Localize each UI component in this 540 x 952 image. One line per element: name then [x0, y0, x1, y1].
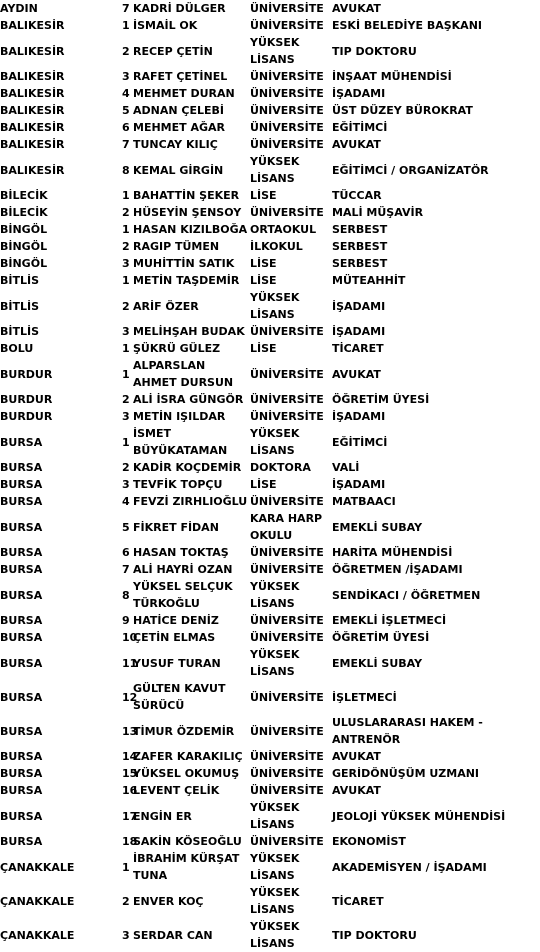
rank-cell: 17: [122, 809, 138, 823]
table-row: [0, 561, 540, 578]
province-cell: BİTLİS: [0, 325, 40, 338]
province-cell: BALIKESİR: [0, 104, 65, 117]
province-cell: BURDUR: [0, 367, 53, 381]
table-row: [0, 850, 540, 884]
table-row: [0, 476, 540, 493]
table-row: [0, 408, 540, 425]
province-cell: BOLU: [0, 342, 34, 355]
occupation-cell: ÖĞRETİM ÜYESİ: [332, 631, 430, 644]
name-cell: SAKİN KÖSEOĞLU: [133, 835, 242, 848]
table-row: [0, 68, 540, 85]
education-cell: LİSE: [250, 257, 277, 270]
table-row: [0, 646, 540, 680]
rank-cell: 7: [122, 138, 130, 151]
table-row: [0, 136, 540, 153]
rank-cell: 2: [122, 894, 130, 908]
name-cell: KADRİ DÜLGER: [133, 2, 226, 15]
province-cell: BURDUR: [0, 393, 53, 406]
rank-cell: 4: [122, 495, 130, 508]
rank-cell: 11: [122, 656, 138, 670]
rank-cell: 1: [122, 274, 130, 287]
education-cell: YÜKSEK LİSANS: [250, 801, 300, 831]
name-cell: TİMUR ÖZDEMİR: [133, 724, 235, 738]
rank-cell: 1: [122, 189, 130, 202]
table-row: [0, 612, 540, 629]
table-row: [0, 102, 540, 119]
education-cell: LİSE: [250, 478, 277, 491]
province-cell: BURSA: [0, 724, 43, 738]
name-cell: TUNCAY KILIÇ: [133, 138, 218, 151]
occupation-cell: MÜTEAHHİT: [332, 274, 406, 287]
name-cell: BAHATTİN ŞEKER: [133, 189, 240, 202]
province-cell: BURSA: [0, 435, 43, 449]
occupation-cell: SERBEST: [332, 223, 388, 236]
name-cell: RECEP ÇETİN: [133, 44, 213, 58]
table-row: [0, 153, 540, 187]
education-cell: YÜKSEK LİSANS: [250, 427, 300, 457]
name-cell: ŞÜKRÜ GÜLEZ: [133, 342, 221, 355]
rank-cell: 2: [122, 206, 130, 219]
table-row: [0, 544, 540, 561]
occupation-cell: SERBEST: [332, 257, 388, 270]
table-row: [0, 289, 540, 323]
education-cell: YÜKSEK LİSANS: [250, 291, 300, 321]
occupation-cell: SENDİKACI / ÖĞRETMEN: [332, 588, 481, 602]
name-cell: ÇETİN ELMAS: [133, 631, 216, 644]
province-cell: BİNGÖL: [0, 257, 48, 270]
rank-cell: 3: [122, 928, 130, 942]
rank-cell: 8: [122, 588, 130, 602]
rank-cell: 3: [122, 410, 130, 423]
table-row: [0, 425, 540, 459]
education-cell: ÜNİVERSİTE: [250, 835, 324, 848]
province-cell: BİTLİS: [0, 299, 40, 313]
name-cell: HASAN TOKTAŞ: [133, 546, 229, 559]
table-row: [0, 782, 540, 799]
province-cell: BURSA: [0, 520, 43, 534]
occupation-cell: MALİ MÜŞAVİR: [332, 206, 424, 219]
rank-cell: 14: [122, 750, 138, 763]
rank-cell: 7: [122, 2, 130, 15]
education-cell: YÜKSEK LİSANS: [250, 886, 300, 916]
education-cell: ÜNİVERSİTE: [250, 87, 324, 100]
province-cell: BALIKESİR: [0, 163, 65, 177]
education-cell: YÜKSEK LİSANS: [250, 36, 300, 66]
rank-cell: 1: [122, 435, 130, 449]
rank-cell: 9: [122, 614, 130, 627]
table-row: [0, 833, 540, 850]
table-row: [0, 578, 540, 612]
occupation-cell: GERİDÖNÜŞÜM UZMANI: [332, 767, 480, 780]
occupation-cell: MATBAACI: [332, 495, 396, 508]
province-cell: BURSA: [0, 767, 43, 780]
table-row: [0, 884, 540, 918]
name-cell: MELİHŞAH BUDAK: [133, 325, 245, 338]
rank-cell: 2: [122, 461, 130, 474]
rank-cell: 1: [122, 860, 130, 874]
occupation-cell: AVUKAT: [332, 784, 381, 797]
name-cell: ALİ İSRA GÜNGÖR: [133, 393, 244, 406]
province-cell: ÇANAKKALE: [0, 928, 75, 942]
province-cell: AYDIN: [0, 2, 38, 15]
province-cell: BURSA: [0, 588, 43, 602]
rank-cell: 1: [122, 223, 130, 236]
rank-cell: 3: [122, 478, 130, 491]
table-row: [0, 323, 540, 340]
education-cell: DOKTORA: [250, 461, 311, 474]
rank-cell: 2: [122, 240, 130, 253]
table-row: [0, 119, 540, 136]
name-cell: YÜKSEL OKUMUŞ: [133, 767, 240, 780]
education-cell: ÜNİVERSİTE: [250, 19, 324, 32]
education-cell: YÜKSEK LİSANS: [250, 580, 300, 610]
rank-cell: 12: [122, 690, 138, 704]
education-cell: ÜNİVERSİTE: [250, 690, 324, 704]
occupation-cell: EMEKLİ SUBAY: [332, 656, 423, 670]
occupation-cell: HARİTA MÜHENDİSİ: [332, 546, 453, 559]
province-cell: ÇANAKKALE: [0, 860, 75, 874]
province-cell: BURSA: [0, 495, 43, 508]
name-cell: ALPARSLAN AHMET DURSUN: [133, 359, 234, 389]
name-cell: MEHMET AĞAR: [133, 121, 225, 134]
table-row: [0, 187, 540, 204]
education-cell: YÜKSEK LİSANS: [250, 920, 300, 950]
occupation-cell: TIP DOKTORU: [332, 44, 417, 58]
name-cell: YÜKSEL SELÇUK TÜRKOĞLU: [133, 580, 233, 610]
table-row: [0, 391, 540, 408]
occupation-cell: AVUKAT: [332, 138, 381, 151]
province-cell: BURSA: [0, 631, 43, 644]
occupation-cell: İŞADAMI: [332, 478, 386, 491]
province-cell: BURSA: [0, 546, 43, 559]
province-cell: BALIKESİR: [0, 19, 65, 32]
occupation-cell: EKONOMİST: [332, 835, 406, 848]
name-cell: ZAFER KARAKILIÇ: [133, 750, 243, 763]
education-cell: YÜKSEK LİSANS: [250, 155, 300, 185]
table-row: [0, 918, 540, 952]
table-row: [0, 204, 540, 221]
province-cell: BURSA: [0, 614, 43, 627]
province-cell: BURSA: [0, 461, 43, 474]
education-cell: ÜNİVERSİTE: [250, 495, 324, 508]
province-cell: BİLECİK: [0, 189, 48, 202]
education-cell: ÜNİVERSİTE: [250, 546, 324, 559]
name-cell: RAGIP TÜMEN: [133, 240, 220, 253]
occupation-cell: SERBEST: [332, 240, 388, 253]
occupation-cell: İŞLETMECİ: [332, 690, 397, 704]
name-cell: RAFET ÇETİNEL: [133, 70, 228, 83]
province-cell: BALIKESİR: [0, 121, 65, 134]
education-cell: ÜNİVERSİTE: [250, 767, 324, 780]
occupation-cell: İNŞAAT MÜHENDİSİ: [332, 70, 452, 83]
table-row: [0, 714, 540, 748]
table-row: [0, 629, 540, 646]
occupation-cell: TÜCCAR: [332, 189, 382, 202]
education-cell: ÜNİVERSİTE: [250, 750, 324, 763]
table-row: [0, 34, 540, 68]
rank-cell: 5: [122, 104, 130, 117]
occupation-cell: AVUKAT: [332, 750, 381, 763]
education-cell: LİSE: [250, 274, 277, 287]
education-cell: YÜKSEK LİSANS: [250, 852, 300, 882]
table-row: [0, 272, 540, 289]
name-cell: TEVFİK TOPÇU: [133, 478, 223, 491]
province-cell: BURSA: [0, 656, 43, 670]
province-cell: BALIKESİR: [0, 44, 65, 58]
occupation-cell: TİCARET: [332, 894, 384, 908]
province-cell: BURSA: [0, 563, 43, 576]
name-cell: MUHİTTİN SATIK: [133, 257, 235, 270]
occupation-cell: AVUKAT: [332, 367, 381, 381]
table-row: [0, 221, 540, 238]
occupation-cell: ÖĞRETİM ÜYESİ: [332, 393, 430, 406]
education-cell: ÜNİVERSİTE: [250, 2, 324, 15]
education-cell: ORTAOKUL: [250, 223, 317, 236]
education-cell: ÜNİVERSİTE: [250, 563, 324, 576]
province-cell: BURSA: [0, 809, 43, 823]
name-cell: KEMAL GİRGİN: [133, 163, 224, 177]
rank-cell: 13: [122, 724, 138, 738]
rank-cell: 18: [122, 835, 138, 848]
education-cell: İLKOKUL: [250, 240, 303, 253]
education-cell: ÜNİVERSİTE: [250, 70, 324, 83]
rank-cell: 2: [122, 44, 130, 58]
education-cell: ÜNİVERSİTE: [250, 724, 324, 738]
province-cell: BİTLİS: [0, 274, 40, 287]
occupation-cell: EĞİTİMCİ: [332, 121, 388, 134]
education-cell: LİSE: [250, 342, 277, 355]
rank-cell: 4: [122, 87, 130, 100]
rank-cell: 1: [122, 19, 130, 32]
occupation-cell: EMEKLİ SUBAY: [332, 520, 423, 534]
occupation-cell: EĞİTİMCİ: [332, 435, 388, 449]
name-cell: ADNAN ÇELEBİ: [133, 104, 224, 117]
province-cell: BALIKESİR: [0, 70, 65, 83]
education-cell: ÜNİVERSİTE: [250, 784, 324, 797]
education-cell: KARA HARP OKULU: [250, 512, 323, 542]
name-cell: HÜSEYİN ŞENSOY: [133, 206, 242, 219]
table-row: [0, 17, 540, 34]
table-row: [0, 85, 540, 102]
rank-cell: 1: [122, 367, 130, 381]
education-cell: ÜNİVERSİTE: [250, 104, 324, 117]
occupation-cell: TIP DOKTORU: [332, 928, 417, 942]
occupation-cell: İŞADAMI: [332, 410, 386, 423]
province-cell: BİNGÖL: [0, 240, 48, 253]
education-cell: ÜNİVERSİTE: [250, 367, 324, 381]
name-cell: HASAN KIZILBOĞA: [133, 223, 248, 236]
name-cell: KADİR KOÇDEMİR: [133, 461, 242, 474]
province-cell: BALIKESİR: [0, 138, 65, 151]
education-cell: ÜNİVERSİTE: [250, 410, 324, 423]
name-cell: ALİ HAYRİ OZAN: [133, 563, 233, 576]
education-cell: ÜNİVERSİTE: [250, 393, 324, 406]
name-cell: ENGİN ER: [133, 809, 192, 823]
table-row: [0, 493, 540, 510]
rank-cell: 2: [122, 299, 130, 313]
name-cell: LEVENT ÇELİK: [133, 784, 220, 797]
rank-cell: 16: [122, 784, 138, 797]
education-cell: LİSE: [250, 189, 277, 202]
rank-cell: 3: [122, 70, 130, 83]
name-cell: YUSUF TURAN: [133, 656, 221, 670]
name-cell: İBRAHİM KÜRŞAT TUNA: [133, 852, 240, 882]
education-cell: ÜNİVERSİTE: [250, 325, 324, 338]
province-cell: BURSA: [0, 784, 43, 797]
table-row: [0, 799, 540, 833]
name-cell: METİN IŞILDAR: [133, 410, 226, 423]
name-cell: GÜLTEN KAVUT SÜRÜCÜ: [133, 682, 226, 712]
table-row: [0, 748, 540, 765]
province-cell: BURSA: [0, 478, 43, 491]
province-cell: BURSA: [0, 835, 43, 848]
table-row: [0, 459, 540, 476]
rank-cell: 6: [122, 121, 130, 134]
rank-cell: 8: [122, 163, 130, 177]
occupation-cell: AVUKAT: [332, 2, 381, 15]
table-row: [0, 340, 540, 357]
rank-cell: 7: [122, 563, 130, 576]
occupation-cell: ÜST DÜZEY BÜROKRAT: [332, 104, 473, 117]
name-cell: İSMET BÜYÜKATAMAN: [133, 427, 228, 457]
province-cell: BURSA: [0, 690, 43, 704]
occupation-cell: TİCARET: [332, 342, 384, 355]
name-cell: ARİF ÖZER: [133, 299, 199, 313]
occupation-cell: JEOLOJİ YÜKSEK MÜHENDİSİ: [332, 809, 506, 823]
province-cell: BURDUR: [0, 410, 53, 423]
rank-cell: 1: [122, 342, 130, 355]
rank-cell: 15: [122, 767, 138, 780]
name-cell: ENVER KOÇ: [133, 894, 204, 908]
occupation-cell: VALİ: [332, 461, 360, 474]
name-cell: HATİCE DENİZ: [133, 614, 219, 627]
education-cell: ÜNİVERSİTE: [250, 138, 324, 151]
rank-cell: 3: [122, 325, 130, 338]
name-cell: FİKRET FİDAN: [133, 520, 219, 534]
province-cell: BALIKESİR: [0, 87, 65, 100]
rank-cell: 6: [122, 546, 130, 559]
rank-cell: 10: [122, 631, 138, 644]
province-cell: BİLECİK: [0, 206, 48, 219]
table-row: [0, 255, 540, 272]
name-cell: İSMAİL OK: [133, 19, 198, 32]
province-cell: ÇANAKKALE: [0, 894, 75, 908]
table-row: [0, 238, 540, 255]
name-cell: MEHMET DURAN: [133, 87, 235, 100]
province-cell: BURSA: [0, 750, 43, 763]
occupation-cell: EMEKLİ İŞLETMECİ: [332, 614, 447, 627]
education-cell: ÜNİVERSİTE: [250, 631, 324, 644]
province-cell: BİNGÖL: [0, 223, 48, 236]
occupation-cell: EĞİTİMCİ / ORGANİZATÖR: [332, 163, 489, 177]
rank-cell: 3: [122, 257, 130, 270]
education-cell: ÜNİVERSİTE: [250, 206, 324, 219]
occupation-cell: ÖĞRETMEN /İŞADAMI: [332, 563, 463, 576]
occupation-cell: AKADEMİSYEN / İŞADAMI: [332, 860, 487, 874]
table-row: [0, 510, 540, 544]
education-cell: ÜNİVERSİTE: [250, 121, 324, 134]
rank-cell: 5: [122, 520, 130, 534]
table-row: [0, 357, 540, 391]
education-cell: YÜKSEK LİSANS: [250, 648, 300, 678]
name-cell: SERDAR CAN: [133, 928, 213, 942]
occupation-cell: İŞADAMI: [332, 87, 386, 100]
occupation-cell: İŞADAMI: [332, 325, 386, 338]
table-row: [0, 0, 540, 17]
rank-cell: 2: [122, 393, 130, 406]
table-row: [0, 765, 540, 782]
occupation-cell: İŞADAMI: [332, 299, 386, 313]
occupation-cell: ULUSLARARASI HAKEM - ANTRENÖR: [332, 716, 483, 746]
name-cell: METİN TAŞDEMİR: [133, 274, 240, 287]
table-row: [0, 680, 540, 714]
name-cell: FEVZİ ZIRHLIOĞLU: [133, 495, 248, 508]
occupation-cell: ESKİ BELEDİYE BAŞKANI: [332, 19, 482, 32]
education-cell: ÜNİVERSİTE: [250, 614, 324, 627]
